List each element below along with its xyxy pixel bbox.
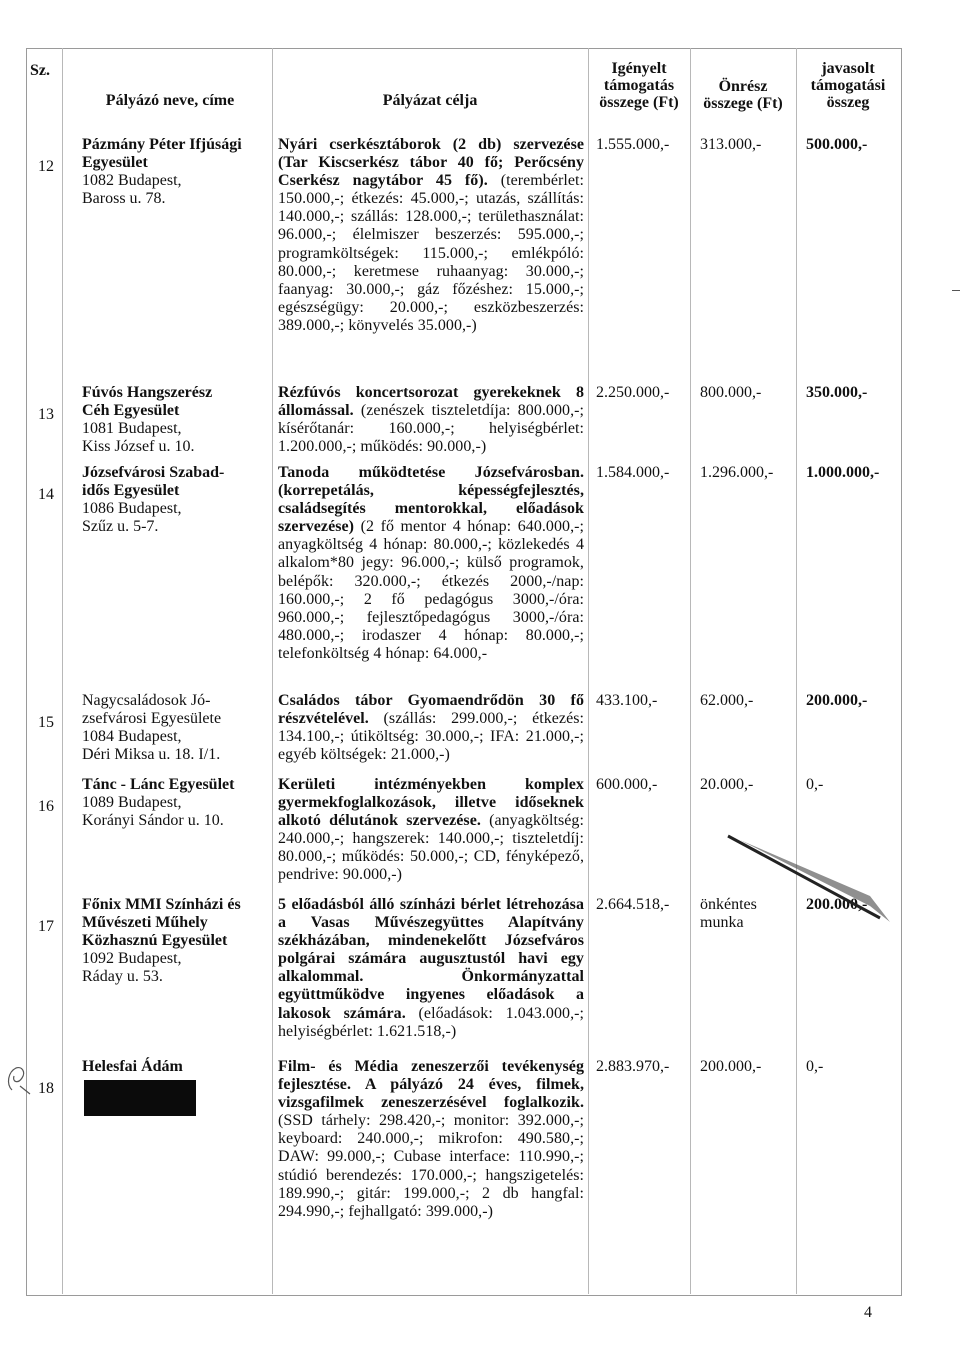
applicant-line: Főnix MMI Színházi és	[82, 896, 241, 913]
column-divider	[690, 48, 691, 1294]
purpose-title: Film- és Média zeneszerzői tevékenység fejlesztése. A pályázó 24 éves, filmek, vizsgafilmek zeneszerzésével foglalkozik.	[278, 1058, 584, 1112]
purpose-title: Rézfúvós koncertsorozat gyerekeknek 8 állomással.	[278, 384, 584, 420]
row-number: 14	[38, 486, 54, 503]
purpose-cost-breakdown: (zenészek tiszteletdíja: 800.000,-; kísérőtanár: 160.000,-; helyiségbérlet: 1.200.000,-; működés: 90.000,-)	[278, 402, 584, 456]
applicant-line: zsefvárosi Egyesülete	[82, 710, 222, 728]
signature-stroke	[720, 826, 900, 936]
purpose-cell	[278, 384, 584, 456]
applicant-line: 1086 Budapest,	[82, 500, 182, 518]
proposed-amount: 0,-	[806, 1058, 824, 1075]
requested-amount: 1.584.000,-	[596, 464, 670, 481]
purpose-cost-breakdown: (2 fő mentor 4 hónap: 640.000,-; anyagköltség 4 hónap: 80.000,-; közlekedés 4 alkalom*80 jegy: 96.000,-; külső programok, belépők: 320.000,-; étkezés 2000,-/nap: 160.000,-; 2 fő pedagógus 3000,-/óra: 960.000,-; fejlesztőpedagógus 3000,-/óra: 480.000,-; irodaszer 4 hónap: 80.000,-; telefonköltség 4 hónap: 64.000,-	[278, 518, 584, 662]
row-number: 12	[38, 158, 54, 175]
proposed-amount: 200.000,-	[806, 692, 868, 709]
purpose-cell	[278, 896, 584, 1041]
header-purpose: Pályázat célja	[382, 92, 478, 109]
requested-amount: 433.100,-	[596, 692, 658, 709]
own-share-amount: 800.000,-	[700, 384, 762, 401]
margin-tick	[952, 290, 960, 291]
requested-amount: 2.664.518,-	[596, 896, 670, 913]
margin-scribble	[2, 1060, 36, 1098]
header-requested: Igényelt támogatás összege (Ft)	[599, 60, 679, 111]
page-number: 4	[864, 1304, 872, 1321]
requested-amount: 2.250.000,-	[596, 384, 670, 401]
own-share-amount: 62.000,-	[700, 692, 754, 709]
purpose-cost-breakdown: (anyagköltség: 240.000,-; hangszerek: 140.000,-; tiszteletdíj: 80.000,-; működés: 50.000,-; CD, fényképező, pendrive: 90.000,-)	[278, 812, 584, 884]
own-share-amount: 313.000,-	[700, 136, 762, 153]
applicant-cell	[82, 776, 272, 830]
applicant-cell	[82, 464, 272, 536]
proposed-amount: 1.000.000,-	[806, 464, 880, 481]
applicant-line: 1089 Budapest,	[82, 794, 182, 812]
applicant-line: Fúvós Hangszerész	[82, 384, 213, 401]
applicant-line: idős Egyesület	[82, 482, 180, 500]
redaction-box	[84, 1080, 196, 1116]
purpose-title: 5 előadásból álló színházi bérlet létrehozása a Vasas Művészegyüttes Alapítvány székházában, mindenekelőtt Józsefváros polgárai számára augusztustól havi egy alkalommal. Önkormányzattal együttműködve ingyenes előadások a lakosok számára.	[278, 896, 584, 1022]
applicant-line: Céh Egyesület	[82, 402, 180, 420]
applicant-cell	[82, 136, 272, 208]
applicant-line: 1092 Budapest,	[82, 950, 182, 968]
applicant-cell	[82, 896, 272, 986]
applicant-cell	[82, 692, 272, 764]
applicant-line: Nagycsaládosok Jó-	[82, 692, 211, 709]
own-share-amount: 20.000,-	[700, 776, 754, 793]
own-share-amount: 1.296.000,-	[700, 464, 774, 481]
purpose-cell	[278, 692, 584, 764]
applicant-line: Korányi Sándor u. 10.	[82, 812, 224, 830]
purpose-cell	[278, 464, 584, 663]
applicant-line: 1081 Budapest,	[82, 420, 182, 438]
requested-amount: 1.555.000,-	[596, 136, 670, 153]
purpose-cost-breakdown: (előadások: 1.043.000,-; helyiségbérlet: 1.621.518,-)	[278, 1004, 584, 1040]
applicant-line: Józsefvárosi Szabad-	[82, 464, 225, 481]
purpose-cost-breakdown: (terembérlet: 150.000,-; étkezés: 45.000,-; utazás, szállítás: 140.000,-; szállás: 128.000,-; területhasználat: 96.000,-; élelmiszer beszerzés: 595.000,-; programköltségek: 115.000,-; emlékpóló: 80.000,-; keretmese ruhaanyag: 30.000,-; faanyag: 30.000,-; gáz főzéshez: 15.000,-; egészségügy: 20.000,-; eszközbeszerzés: 389.000,-; könyvelés 35.000,-)	[278, 172, 584, 334]
column-divider	[62, 48, 63, 1294]
purpose-cost-breakdown: (szállás: 299.000,-; étkezés: 134.100,-; útiköltség: 30.000,-; IFA: 21.000,-; egyéb költségek: 21.000,-)	[278, 710, 584, 764]
purpose-title: Kerületi intézményekben komplex gyermekfoglalkozások, illetve időseknek alkotó délutánok szervezése.	[278, 776, 584, 830]
applicant-cell	[82, 384, 272, 456]
purpose-cell	[278, 1058, 584, 1221]
applicant-line: Tánc - Lánc Egyesület	[82, 776, 235, 793]
applicant-line: Egyesület	[82, 154, 148, 172]
column-divider	[588, 48, 589, 1294]
purpose-title: Tanoda működtetése Józsefvárosban. (korrepetálás, képességfejlesztés, családsegítés mentorokkal, előadások szervezése)	[278, 464, 584, 536]
header-applicant: Pályázó neve, címe	[105, 92, 235, 109]
proposed-amount: 0,-	[806, 776, 824, 793]
header-sz: Sz.	[30, 62, 50, 79]
applicant-cell	[82, 1058, 272, 1076]
own-share-amount: 200.000,-	[700, 1058, 762, 1075]
row-number: 18	[38, 1080, 54, 1097]
proposed-amount: 500.000,-	[806, 136, 868, 153]
applicant-line: Művészeti Műhely	[82, 914, 208, 932]
row-number: 13	[38, 406, 54, 423]
requested-amount: 600.000,-	[596, 776, 658, 793]
row-number: 16	[38, 798, 54, 815]
purpose-cost-breakdown: (SSD tárhely: 298.420,-; monitor: 392.000,-; keyboard: 240.000,-; mikrofon: 490.580,-; DAW: 99.000,-; Cubase interface: 110.990,-; stúdió berendezés: 170.000,-; hangszigetelés: 189.990,-; gitár: 199.000,-; 2 db hangfal: 294.990,-; fejhallgató: 399.000,-)	[278, 1112, 584, 1220]
applicant-line: Déri Miksa u. 18. I/1.	[82, 746, 221, 764]
row-number: 17	[38, 918, 54, 935]
applicant-line: 1084 Budapest,	[82, 728, 182, 746]
purpose-title: Nyári cserkésztáborok (2 db) szervezése (Tar Kiscserkész tábor 40 fő; Perőcsény Cserkész nagytábor 45 fő).	[278, 136, 584, 190]
proposed-amount: 200.000,-	[806, 896, 868, 913]
purpose-cell	[278, 136, 584, 335]
requested-amount: 2.883.970,-	[596, 1058, 670, 1075]
header-proposed: javasolt támogatási összeg	[810, 60, 886, 111]
own-share-amount: önkéntes munka	[700, 896, 757, 931]
applicant-line: Kiss József u. 10.	[82, 438, 195, 456]
applicant-line: Ráday u. 53.	[82, 968, 163, 986]
purpose-cell	[278, 776, 584, 885]
proposed-amount: 350.000,-	[806, 384, 868, 401]
applicant-line: Pázmány Péter Ifjúsági	[82, 136, 242, 153]
row-number: 15	[38, 714, 54, 731]
header-own-share: Önrész összege (Ft)	[703, 78, 783, 112]
applicant-line: Helesfai Ádám	[82, 1058, 183, 1075]
column-divider	[796, 48, 797, 1294]
purpose-title: Családos tábor Gyomaendrődön 30 fő részvételével.	[278, 692, 584, 728]
applicant-line: Szűz u. 5-7.	[82, 518, 159, 536]
column-divider	[272, 48, 273, 1294]
applicant-line: Közhasznú Egyesület	[82, 932, 228, 950]
applicant-line: Baross u. 78.	[82, 190, 166, 208]
applicant-line: 1082 Budapest,	[82, 172, 182, 190]
